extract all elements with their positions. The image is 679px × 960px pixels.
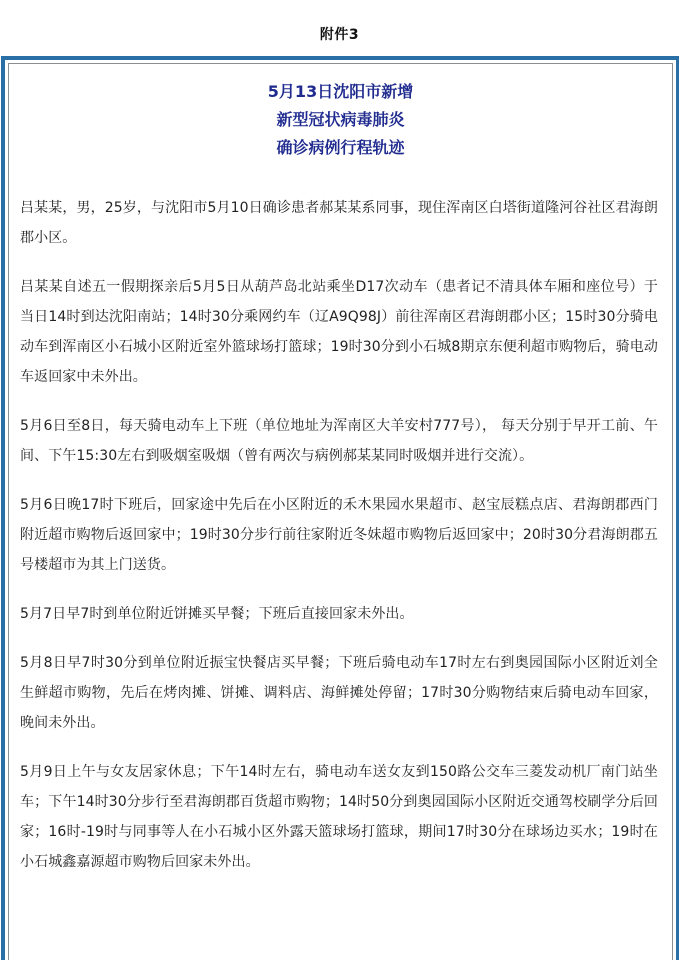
paragraph-may-6-evening: 5月6日晚17时下班后，回家途中先后在小区附近的禾木果园水果超市、赵宝辰糕点店、君海朗郡西门附近超市购物后返回家中；19时30分步行前往家附近冬妹超市购物后返回家中；20时30分君海朗郡五号楼超市为其上门送货。 <box>20 497 658 573</box>
title-line-3: 确诊病例行程轨迹 <box>276 138 405 157</box>
paragraph-may-9: 5月9日上午与女友居家休息；下午14时左右，骑电动车送女友到150路公交车三菱发动机厂南门站坐车；下午14时30分步行至君海朗郡百货超市购物；14时50分到奥园国际小区附近交通驾校刷学分后回家；16时-19时与同事等人在小石城小区外露天篮球场打篮球，期间17时30分在球场边买水；19时在小石城鑫嘉源超市购物后回家未外出。 <box>20 764 658 870</box>
document-frame <box>1 56 679 960</box>
paragraph-may-5: 吕某某自述五一假期探亲后5月5日从葫芦岛北站乘坐D17次动车（患者记不清具体车厢和座位号）于当日14时到达沈阳南站；14时30分乘网约车（辽A9Q98J）前往浑南区君海朗郡小区；15时30分骑电动车到浑南区小石城小区附近室外篮球场打篮球；19时30分到小石城8期京东便利超市购物后，骑电动车返回家中未外出。 <box>20 279 658 385</box>
paragraph-may-6-8: 5月6日至8日，每天骑电动车上下班（单位地址为浑南区大羊安村777号）， 每天分别于早开工前、午间、下午15:30左右到吸烟室吸烟（曾有两次与病例郝某某同时吸烟并进行交流）。 <box>20 418 658 464</box>
title-line-2: 新型冠状病毒肺炎 <box>276 110 405 129</box>
paragraph-patient-info: 吕某某，男，25岁，与沈阳市5月10日确诊患者郝某某系同事，现住浑南区白塔街道隆河谷社区君海朗郡小区。 <box>20 200 658 246</box>
paragraph-may-7: 5月7日早7时到单位附近饼摊买早餐；下班后直接回家未外出。 <box>20 606 414 622</box>
document-content <box>8 63 673 960</box>
itinerary-body <box>9 193 672 877</box>
attachment-label: 附件3 <box>319 27 360 43</box>
paragraph-may-8: 5月8日早7时30分到单位附近振宝快餐店买早餐；下班后骑电动车17时左右到奥园国际小区附近刘全生鲜超市购物，先后在烤肉摊、饼摊、调料店、海鲜摊处停留；17时30分购物结束后骑电动车回家，晚间未外出。 <box>20 655 658 731</box>
title-line-1: 5月13日沈阳市新增 <box>267 82 414 101</box>
document-title <box>9 78 672 162</box>
